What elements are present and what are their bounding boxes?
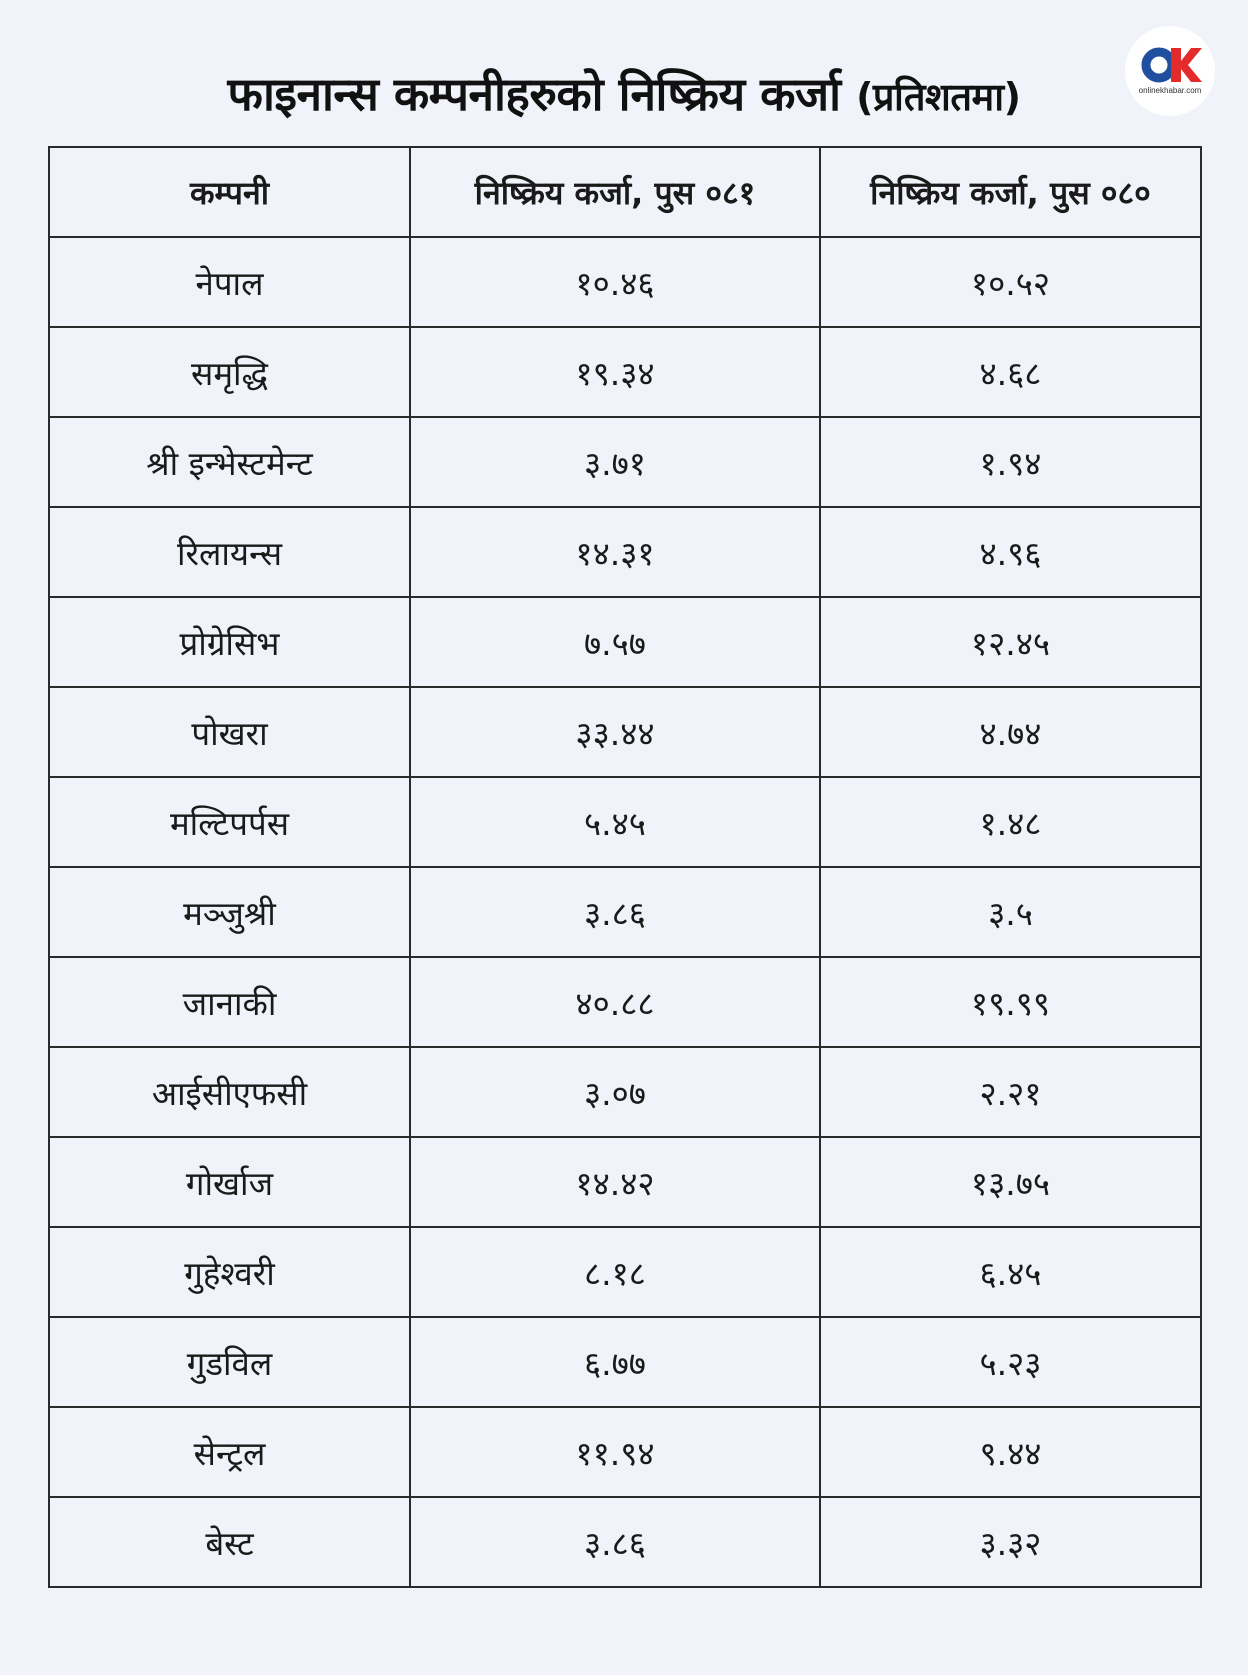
cell-npl-2080: ४.९६ <box>820 507 1201 597</box>
npl-table <box>48 146 1202 1588</box>
cell-company: बेस्ट <box>49 1497 410 1587</box>
cell-company: मञ्जुश्री <box>49 867 410 957</box>
title-main: फाइनान्स कम्पनीहरुको निष्क्रिय कर्जा <box>227 67 841 121</box>
table-row <box>49 597 1201 687</box>
cell-npl-2081: ३.८६ <box>410 1497 820 1587</box>
logo-k-mark <box>1171 48 1202 82</box>
table-body <box>49 237 1201 1587</box>
ok-logo-icon <box>1125 26 1215 116</box>
table-row <box>49 867 1201 957</box>
table-row <box>49 1407 1201 1497</box>
cell-company: सेन्ट्रल <box>49 1407 410 1497</box>
table-row <box>49 237 1201 327</box>
cell-npl-2080: २.२१ <box>820 1047 1201 1137</box>
page-title <box>0 62 1248 124</box>
cell-npl-2081: ३३.४४ <box>410 687 820 777</box>
cell-npl-2080: ४.७४ <box>820 687 1201 777</box>
cell-npl-2081: १४.४२ <box>410 1137 820 1227</box>
table-row <box>49 1227 1201 1317</box>
title-unit: (प्रतिशतमा) <box>856 75 1021 119</box>
cell-npl-2081: ११.९४ <box>410 1407 820 1497</box>
cell-company: जानाकी <box>49 957 410 1047</box>
cell-npl-2080: ९.४४ <box>820 1407 1201 1497</box>
table-row <box>49 1137 1201 1227</box>
table-row <box>49 957 1201 1047</box>
cell-company: पोखरा <box>49 687 410 777</box>
col-header-company: कम्पनी <box>49 147 410 237</box>
cell-npl-2081: ३.०७ <box>410 1047 820 1137</box>
table-header-row <box>49 147 1201 237</box>
table-row <box>49 687 1201 777</box>
logo-o-mark <box>1146 52 1172 78</box>
cell-company: रिलायन्स <box>49 507 410 597</box>
cell-npl-2080: ३.३२ <box>820 1497 1201 1587</box>
cell-npl-2081: ५.४५ <box>410 777 820 867</box>
cell-npl-2081: ७.५७ <box>410 597 820 687</box>
table-row <box>49 507 1201 597</box>
cell-company: गुहेश्वरी <box>49 1227 410 1317</box>
cell-npl-2081: ६.७७ <box>410 1317 820 1407</box>
onlinekhabar-logo[interactable] <box>1125 26 1215 116</box>
cell-npl-2081: ३.८६ <box>410 867 820 957</box>
cell-npl-2081: १९.३४ <box>410 327 820 417</box>
table-row <box>49 1047 1201 1137</box>
col-header-npl-2080: निष्क्रिय कर्जा, पुस ०८० <box>820 147 1201 237</box>
table-row <box>49 1497 1201 1587</box>
cell-npl-2080: ४.६८ <box>820 327 1201 417</box>
cell-npl-2080: १.४८ <box>820 777 1201 867</box>
cell-npl-2080: १०.५२ <box>820 237 1201 327</box>
cell-company: समृद्धि <box>49 327 410 417</box>
cell-npl-2080: १३.७५ <box>820 1137 1201 1227</box>
table-row <box>49 327 1201 417</box>
cell-npl-2080: ५.२३ <box>820 1317 1201 1407</box>
cell-company: आईसीएफसी <box>49 1047 410 1137</box>
cell-company: श्री इन्भेस्टमेन्ट <box>49 417 410 507</box>
cell-company: नेपाल <box>49 237 410 327</box>
cell-npl-2080: ३.५ <box>820 867 1201 957</box>
cell-npl-2081: ८.१८ <box>410 1227 820 1317</box>
cell-npl-2081: ४०.८८ <box>410 957 820 1047</box>
cell-npl-2080: १.९४ <box>820 417 1201 507</box>
cell-npl-2081: ३.७१ <box>410 417 820 507</box>
cell-company: मल्टिपर्पस <box>49 777 410 867</box>
table-row <box>49 417 1201 507</box>
cell-npl-2081: १०.४६ <box>410 237 820 327</box>
table-row <box>49 1317 1201 1407</box>
logo-brand-text: onlinekhabar.com <box>1138 86 1202 95</box>
cell-npl-2080: ६.४५ <box>820 1227 1201 1317</box>
cell-company: गुडविल <box>49 1317 410 1407</box>
cell-npl-2081: १४.३१ <box>410 507 820 597</box>
cell-company: गोर्खाज <box>49 1137 410 1227</box>
cell-company: प्रोग्रेसिभ <box>49 597 410 687</box>
cell-npl-2080: १२.४५ <box>820 597 1201 687</box>
table-row <box>49 777 1201 867</box>
col-header-npl-2081: निष्क्रिय कर्जा, पुस ०८१ <box>410 147 820 237</box>
cell-npl-2080: १९.९९ <box>820 957 1201 1047</box>
